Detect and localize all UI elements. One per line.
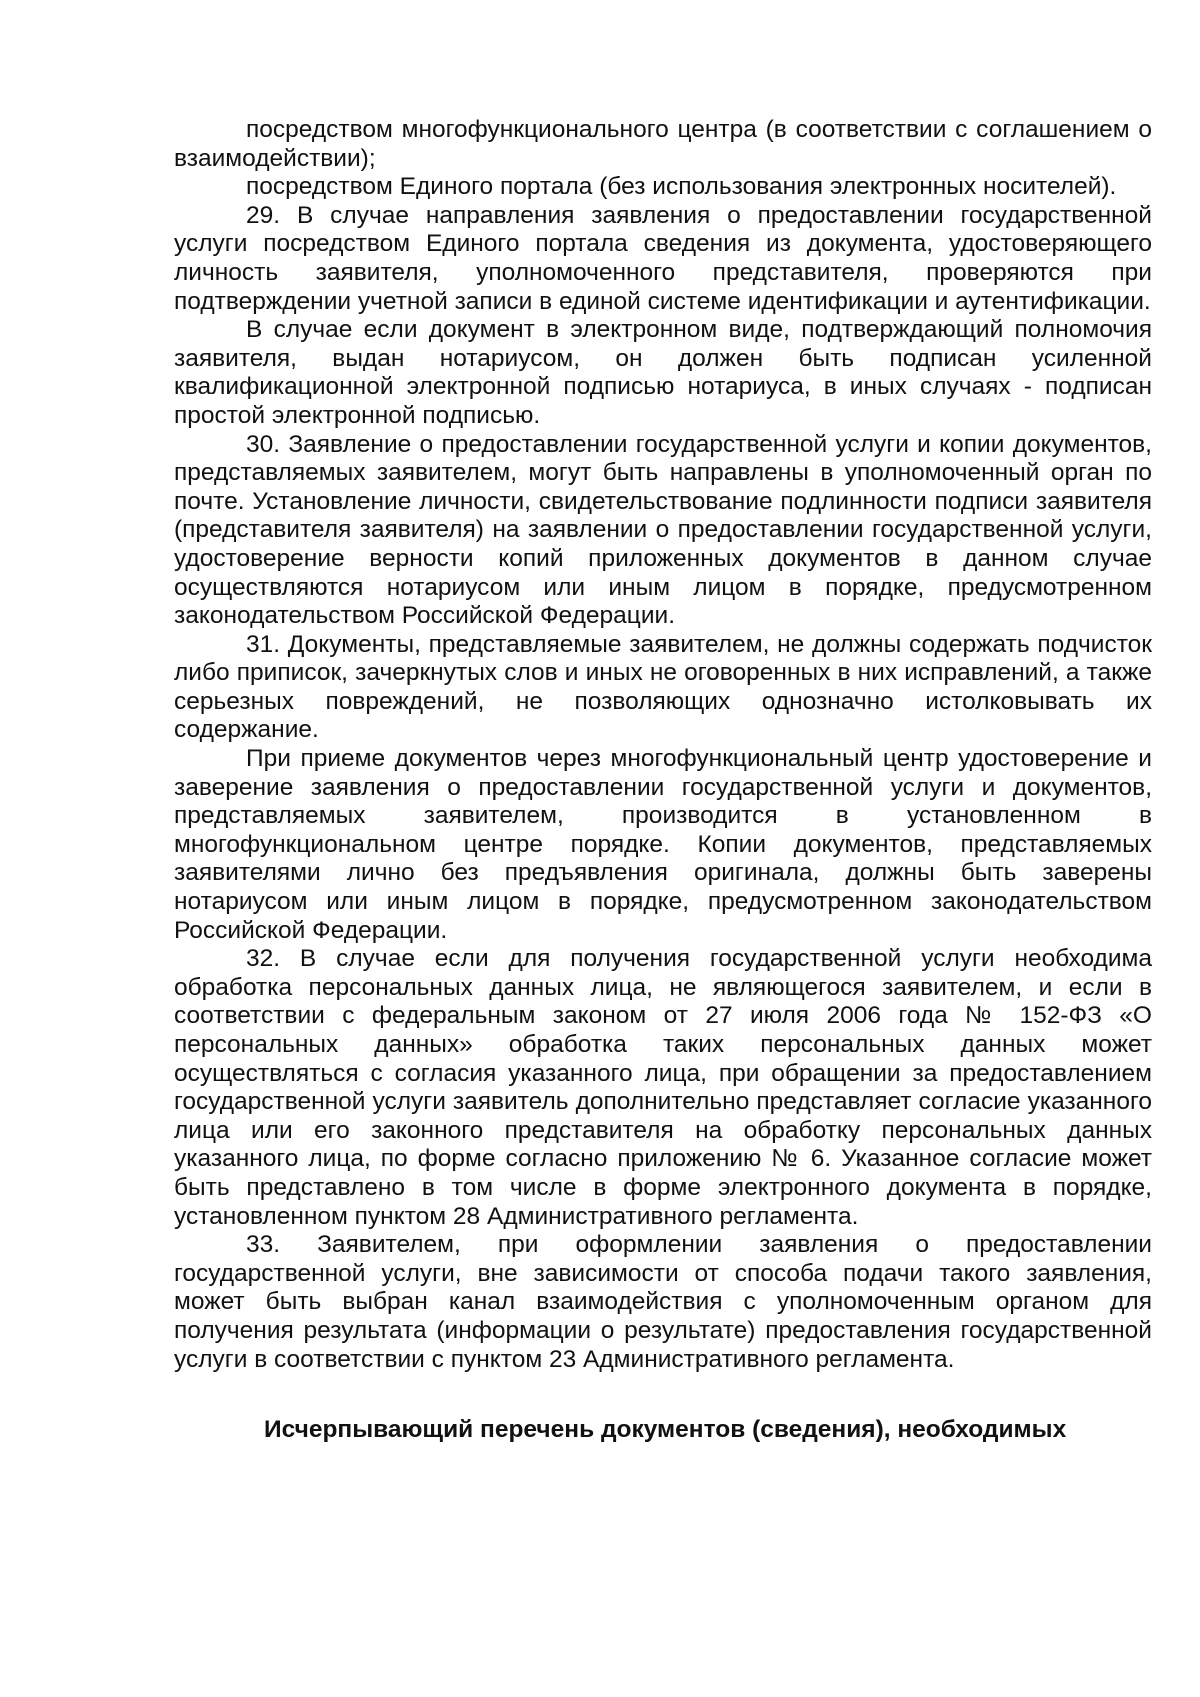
paragraph-clause-31: 31. Документы, представляемые заявителем, не должны содержать подчисток либо приписок, зачеркнутых слов и иных не оговоренных в них исправлений, а также серьезных повреждений, не позволяющих однозначно истолковывать их содержание. — [174, 630, 1152, 744]
section-heading: Исчерпывающий перечень документов (сведения), необходимых — [264, 1416, 1067, 1444]
document-page — [174, 116, 1152, 1445]
paragraph-clause-33: 33. Заявителем, при оформлении заявления о предоставлении государственной услуги, вне зависимости от способа подачи такого заявления, может быть выбран канал взаимодействия с уполномоченным органом для получения результата (информации о результате) предоставления государственной услуги в соответствии с пунктом 23 Административного регламента. — [174, 1231, 1152, 1373]
paragraph-clause-32: 32. В случае если для получения государственной услуги необходима обработка персональных данных лица, не являющегося заявителем, и если в соответствии с федеральным законом от 27 июля 2006 года № 152-ФЗ «О персональных данных» обработка таких персональных данных может осуществляться с согласия указанного лица, при обращении за предоставлением государственной услуги заявитель дополнительно представляет согласие указанного лица или его законного представителя на обработку персональных данных указанного лица, по форме согласно приложению № 6. Указанное согласие может быть представлено в том числе в форме электронного документа в порядке, установленном пунктом 28 Административного регламента. — [174, 945, 1152, 1230]
paragraph-portal-submission: посредством Единого портала (без использования электронных носителей). — [246, 173, 1117, 201]
paragraph-clause-30: 30. Заявление о предоставлении государственной услуги и копии документов, представляемых заявителем, могут быть направлены в уполномоченный орган по почте. Установление личности, свидетельствование подлинности подписи заявителя (представителя заявителя) на заявлении о предоставлении государственной услуги, удостоверение верности копий приложенных документов в данном случае осуществляются нотариусом или иным лицом в порядке, предусмотренном законодательством Российской Федерации. — [174, 430, 1152, 630]
paragraph-electronic-signature: В случае если документ в электронном виде, подтверждающий полномочия заявителя, выдан нотариусом, он должен быть подписан усиленной квалификационной электронной подписью нотариуса, в иных случаях - подписан простой электронной подписью. — [174, 316, 1152, 429]
paragraph-clause-29: 29. В случае направления заявления о предоставлении государственной услуги посредством Единого портала сведения из документа, удостоверяющего личность заявителя, уполномоченного представителя, проверяются при подтверждении учетной записи в единой системе идентификации и аутентификации. — [174, 201, 1152, 315]
paragraph-mfc-certification: При приеме документов через многофункциональный центр удостоверение и заверение заявления о предоставлении государственной услуги и документов, представляемых заявителем, производится в установленном в многофункциональном центре порядке. Копии документов, представляемых заявителями лично без предъявления оригинала, должны быть заверены нотариусом или иным лицом в порядке, предусмотренном законодательством Российской Федерации. — [174, 745, 1152, 944]
paragraph-mfc-submission: посредством многофункционального центра (в соответствии с соглашением о взаимодействии); — [174, 116, 1152, 172]
